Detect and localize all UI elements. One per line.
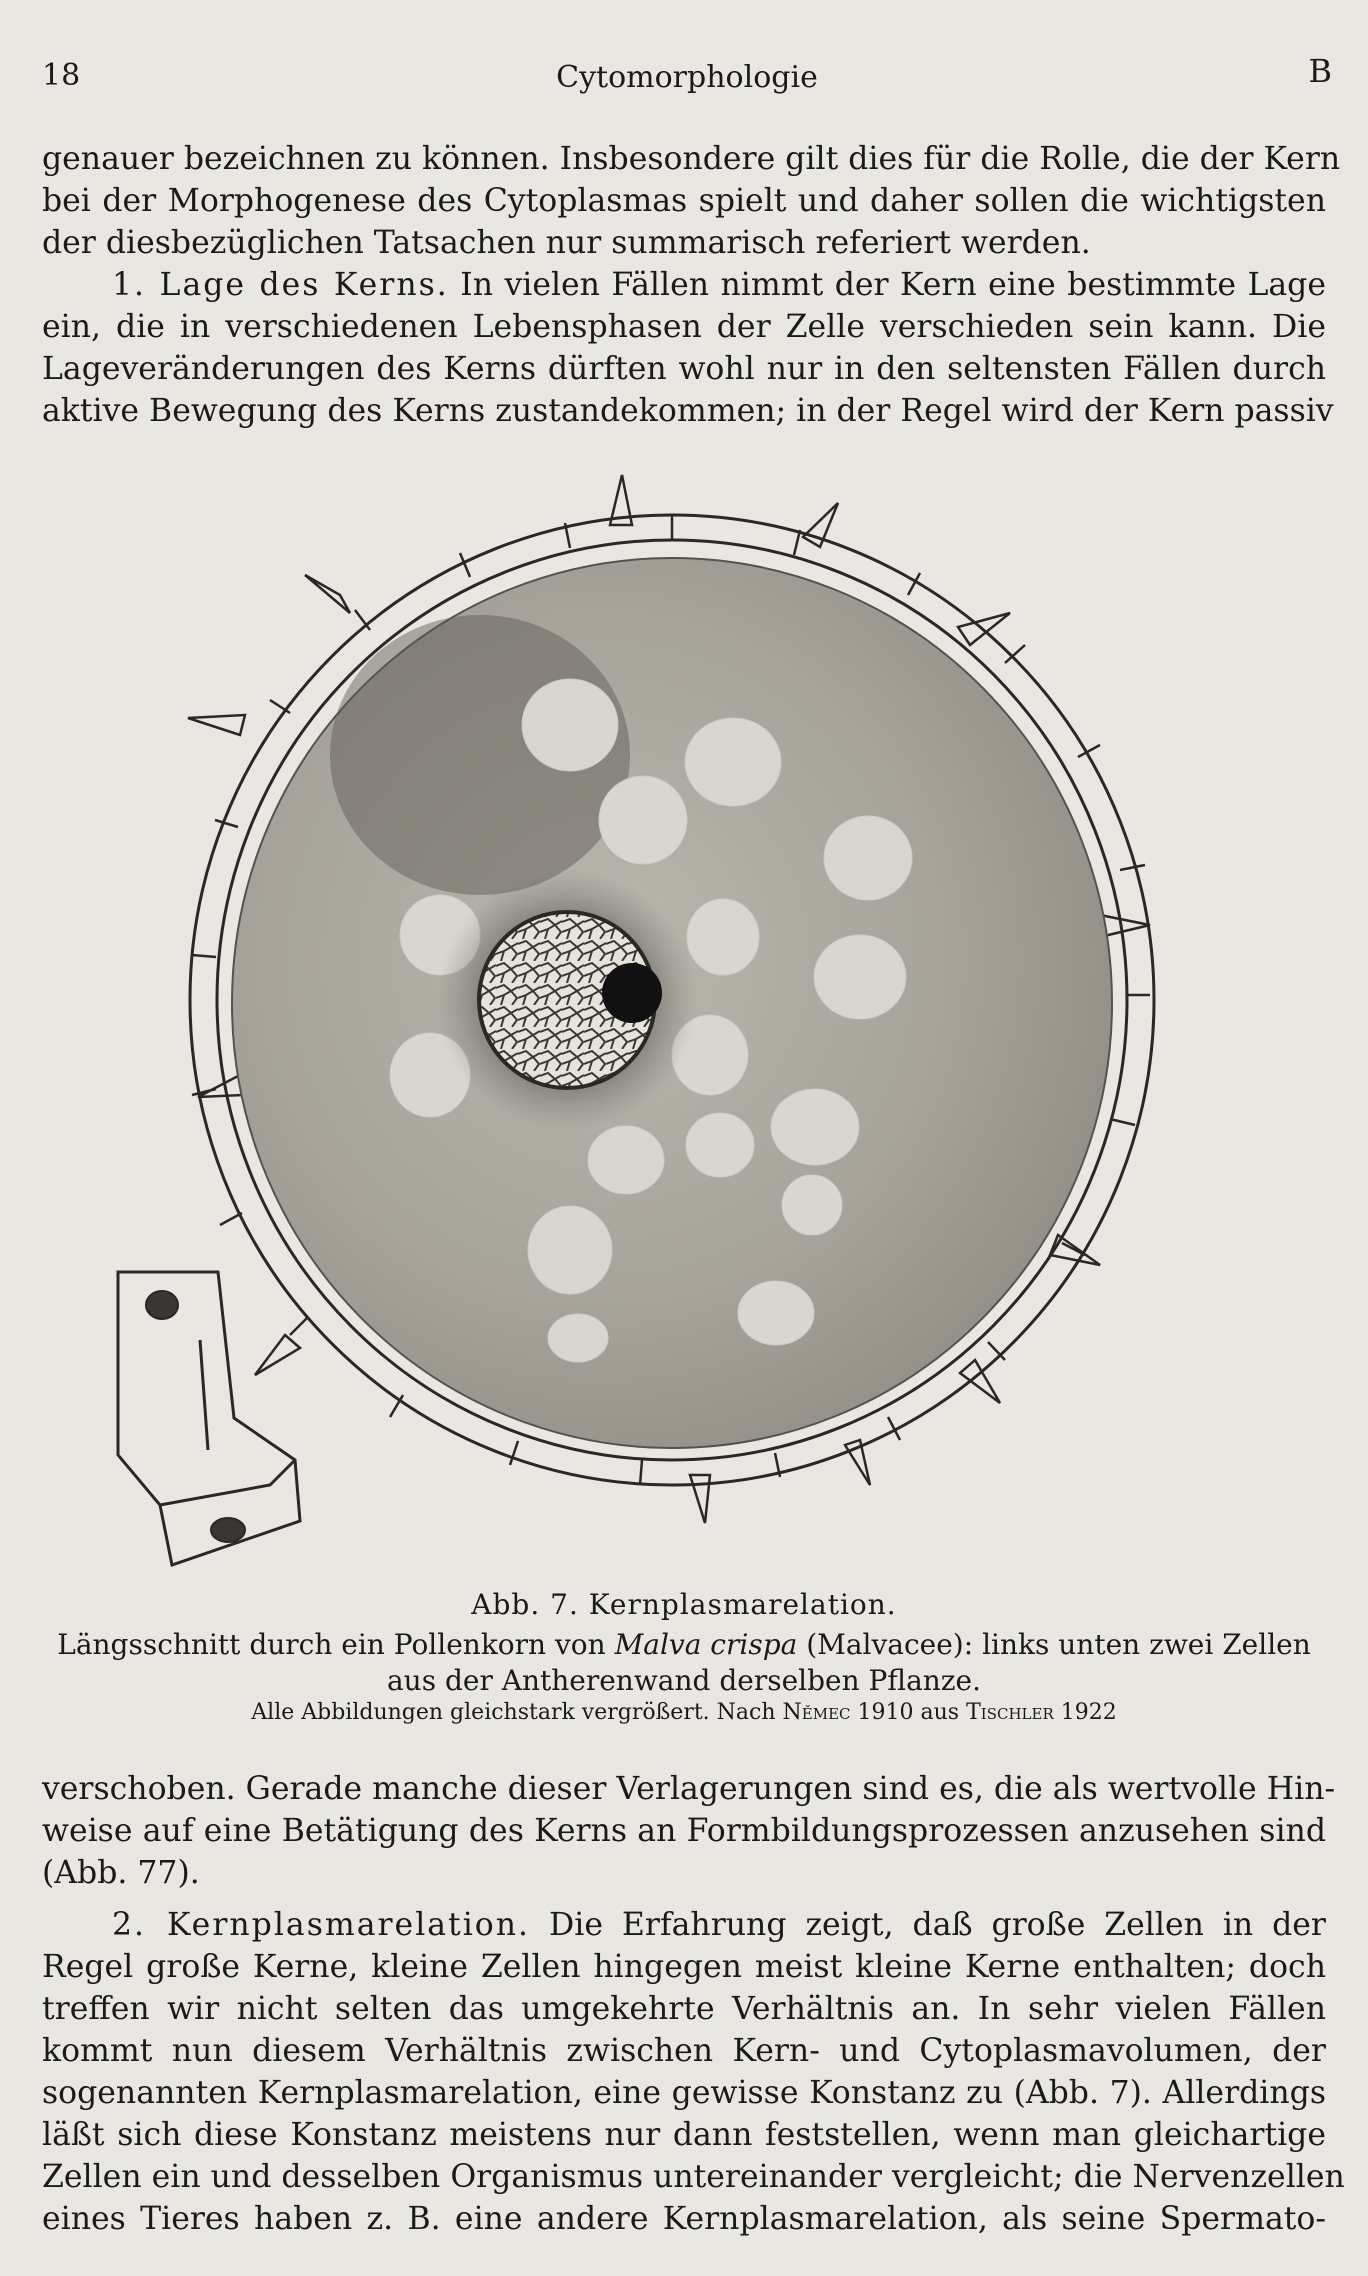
bottom-paragraphs [42,1768,1345,2240]
text-line: läßt sich diese Konstanz meistens nur dann feststellen, wenn man gleichartige [42,2117,1326,2153]
text-line: Lageveränderungen des Kerns dürften wohl nur in den seltensten Fällen durch [42,351,1326,387]
text-line: (Abb. 77). [42,1855,200,1891]
figure-caption-line-1 [42,1628,1326,1661]
text-line: eines Tieres haben z. B. eine andere Kernplasmarelation, als seine Spermato- [42,2201,1326,2237]
credit-text: 1910 aus [857,1700,960,1725]
text-line: aktive Bewegung des Kerns zustandekommen; in der Regel wird der Kern passiv [42,393,1334,429]
pollen-grain-figure [100,455,1260,1575]
caption-species: Malva crispa [614,1628,798,1661]
page-header [42,52,1332,102]
caption-text: Längsschnitt durch ein Pollenkorn von [57,1628,606,1661]
text-line: genauer bezeichnen zu können. Insbesondere gilt dies für die Rolle, die der Kern [42,141,1341,177]
text-span: Die Erfahrung zeigt, daß große Zellen in der [549,1907,1326,1943]
text-line: Regel große Kerne, kleine Zellen hingegen meist kleine Kerne enthalten; doch [42,1949,1326,1985]
text-line: verschoben. Gerade manche dieser Verlagerungen sind es, die als wertvolle Hin- [42,1771,1336,1807]
text-line: der diesbezüglichen Tatsachen nur summarisch referiert werden. [42,225,1091,261]
credit-author: Němec [782,1700,851,1725]
nucleolus [602,963,662,1023]
section-heading-line [42,1904,1326,1946]
figure-credit [42,1700,1326,1725]
figure-title: Abb. 7. Kernplasmarelation. [471,1588,897,1621]
text-line: weise auf eine Betätigung des Kerns an Formbildungsprozessen anzusehen sind [42,1813,1326,1849]
text-line: treffen wir nicht selten das umgekehrte Verhältnis an. In sehr vielen Fällen [42,1991,1326,2027]
text-span: In vielen Fällen nimmt der Kern eine bestimmte Lage [460,267,1326,303]
text-line: bei der Morphogenese des Cytoplasmas spielt und daher sollen die wichtigsten [42,183,1326,219]
figure-caption-line-2: aus der Antherenwand derselben Pflanze. [386,1664,982,1697]
top-paragraphs [42,138,1341,432]
section-heading-line [42,264,1326,306]
text-line: kommt nun diesem Verhältnis zwischen Kern- und Cytoplasmavolumen, der [42,2033,1326,2069]
page-number: 18 [42,58,81,93]
credit-text: Alle Abbildungen gleichstark vergrößert. Nach [251,1700,776,1725]
pollen-grain-illustration [100,455,1260,1575]
section-heading: 1. Lage des Kerns. [112,267,449,303]
text-line: ein, die in verschiedenen Lebensphasen der Zelle verschieden sein kann. Die [42,309,1326,345]
section-heading: 2. Kernplasmarelation. [112,1907,531,1943]
text-line: sogenannten Kernplasmarelation, eine gewisse Konstanz zu (Abb. 7). Allerdings [42,2075,1326,2111]
section-letter: B [1308,52,1332,90]
running-title: Cytomorphologie [556,60,818,95]
credit-text: 1922 [1060,1700,1117,1725]
anther-wall-cells [118,1272,300,1565]
caption-text: (Malvacee): links unten zwei Zellen [806,1628,1311,1661]
text-line: Zellen ein und desselben Organismus untereinander vergleicht; die Nervenzellen [42,2159,1345,2195]
credit-author: Tischler [966,1700,1054,1725]
